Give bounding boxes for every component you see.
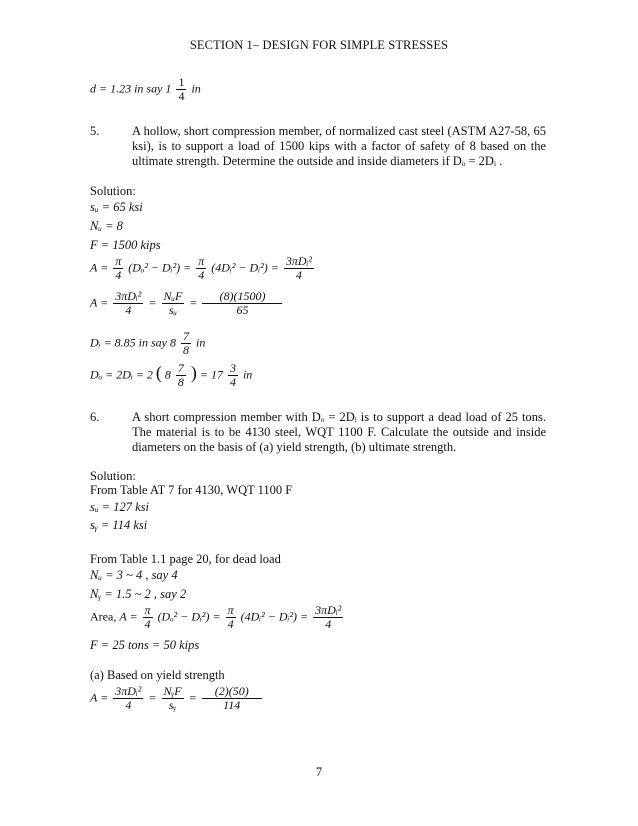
equation-line: Nᵤ = 8: [90, 219, 123, 233]
problem-text: A short compression member with Dₒ = 2Dᵢ is to support a dead load of 25 tons. The material is to be 4130 steel, WQT 1100 F. Calculate the outside and inside diameters on the basis of (a) yield strength, (b) ultimate strength.: [132, 410, 546, 454]
solution-label: Solution:: [90, 469, 136, 483]
equation-line: sᵤ = 65 ksi: [90, 200, 143, 214]
problem-text: A hollow, short compression member, of normalized cast steel (ASTM A27-58, 65 ksi), is to support a load of 1500 kips with a factor of safety of 8 based on the ultimate strength. Determine the outside and inside diameters if Dₒ = 2Dᵢ .: [132, 124, 546, 168]
outer-diameter-equation: Dₒ = 2Dᵢ = 2 ( 8 $\frac{7}{8}$ ) = 17 $\frac{3}{4}$ in: [90, 361, 253, 389]
equation-line: sᵧ = 114 ksi: [90, 518, 148, 532]
area-equation-4: A = $\frac{\text{3πDᵢ²}}{4}$ = $\frac{\text{NᵧF}}{\text{sᵧ}}$ = $\frac{(2)(50)}{114}$: [90, 685, 264, 712]
area-equation-2: A = $\frac{\text{3πDᵢ²}}{4}$ = $\frac{\text{NᵤF}}{\text{sᵤ}}$ = $\frac{(8)(1500)}{65}$: [90, 290, 284, 317]
equation-line: Nᵧ = 1.5 ~ 2 , say 2: [90, 587, 187, 601]
section-header: SECTION 1– DESIGN FOR SIMPLE STRESSES: [189, 38, 449, 52]
equation-line: F = 25 tons = 50 kips: [90, 638, 200, 652]
part-heading: (a) Based on yield strength: [90, 668, 225, 682]
equation-line: F = 1500 kips: [90, 238, 161, 252]
equation-line: sᵤ = 127 ksi: [90, 500, 149, 514]
top-equation: d = 1.23 in say 1 $\frac{1}{4}$ in: [90, 75, 201, 103]
problem-number: 5.: [90, 124, 100, 138]
solution-label: Solution:: [90, 184, 136, 198]
area-equation: A = $\frac{\pi}{4}$ (Dₒ² − Dᵢ²) = $\frac{\pi}{4}$ (4Dᵢ² − Dᵢ²) = $\frac{\text{3πDᵢ²}}{4}$: [90, 254, 312, 282]
table-reference: From Table 1.1 page 20, for dead load: [90, 552, 281, 566]
fraction: $\frac{1}{4}$: [178, 75, 185, 103]
top-equation-text: d = 1.23 in say 1: [90, 81, 172, 96]
page-number: 7: [315, 765, 323, 779]
inner-diameter-equation: Dᵢ = 8.85 in say 8 $\frac{7}{8}$ in: [90, 329, 206, 357]
equation-line: Nᵤ = 3 ~ 4 , say 4: [90, 568, 178, 582]
table-reference: From Table AT 7 for 4130, WQT 1100 F: [90, 483, 293, 497]
problem-number: 6.: [90, 410, 100, 424]
area-equation-3: Area, A = $\frac{\pi}{4}$ (Dₒ² − Dᵢ²) = $\frac{\pi}{4}$ (4Dᵢ² − Dᵢ²) = $\frac{\text{3πDᵢ²}}{4}$: [90, 603, 342, 631]
